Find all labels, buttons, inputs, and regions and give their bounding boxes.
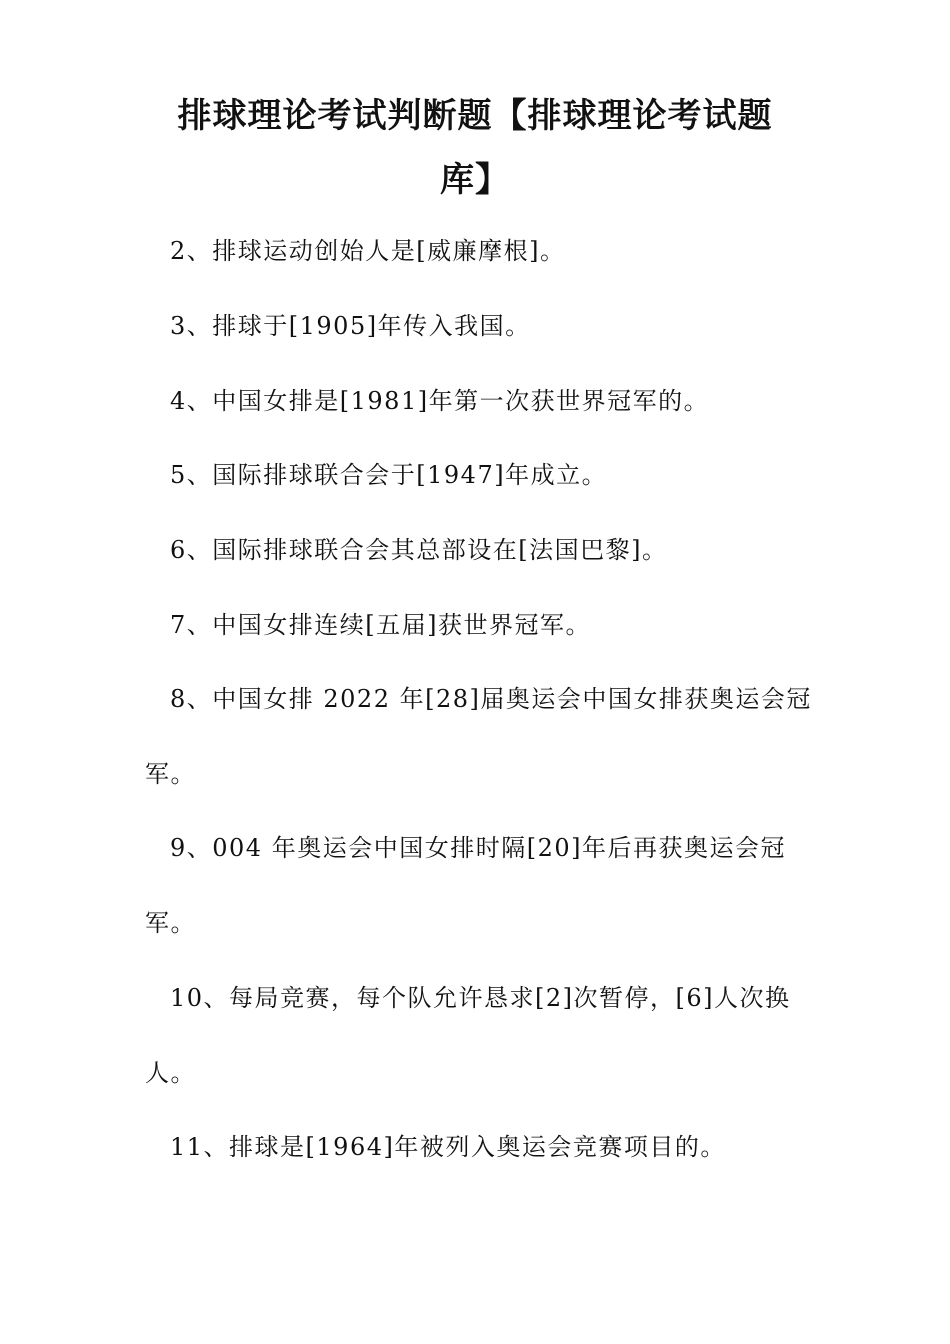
question-7: 7、中国女排连续[五届]获世界冠军。 bbox=[170, 611, 591, 639]
document-title-line-1: 排球理论考试判断题【排球理论考试题 bbox=[177, 96, 773, 136]
question-9-continuation: 军。 bbox=[145, 909, 196, 937]
question-9: 9、004 年奥运会中国女排时隔[20]年后再获奥运会冠 bbox=[170, 834, 786, 862]
question-10: 10、每局竞赛，每个队允许恳求[2]次暂停，[6]人次换 bbox=[170, 984, 791, 1012]
question-2: 2、排球运动创始人是[威廉摩根]。 bbox=[170, 237, 566, 265]
question-6: 6、国际排球联合会其总部设在[法国巴黎]。 bbox=[170, 536, 668, 564]
question-3: 3、排球于[1905]年传入我国。 bbox=[170, 312, 531, 340]
question-4: 4、中国女排是[1981]年第一次获世界冠军的。 bbox=[170, 387, 710, 415]
question-11: 11、排球是[1964]年被列入奥运会竞赛项目的。 bbox=[170, 1133, 726, 1161]
question-8-continuation: 军。 bbox=[145, 760, 196, 788]
question-10-continuation: 人。 bbox=[145, 1059, 196, 1087]
question-8: 8、中国女排 2022 年[28]届奥运会中国女排获奥运会冠 bbox=[170, 685, 812, 713]
document-title-line-2: 库】 bbox=[440, 160, 510, 200]
question-5: 5、国际排球联合会于[1947]年成立。 bbox=[170, 461, 608, 489]
